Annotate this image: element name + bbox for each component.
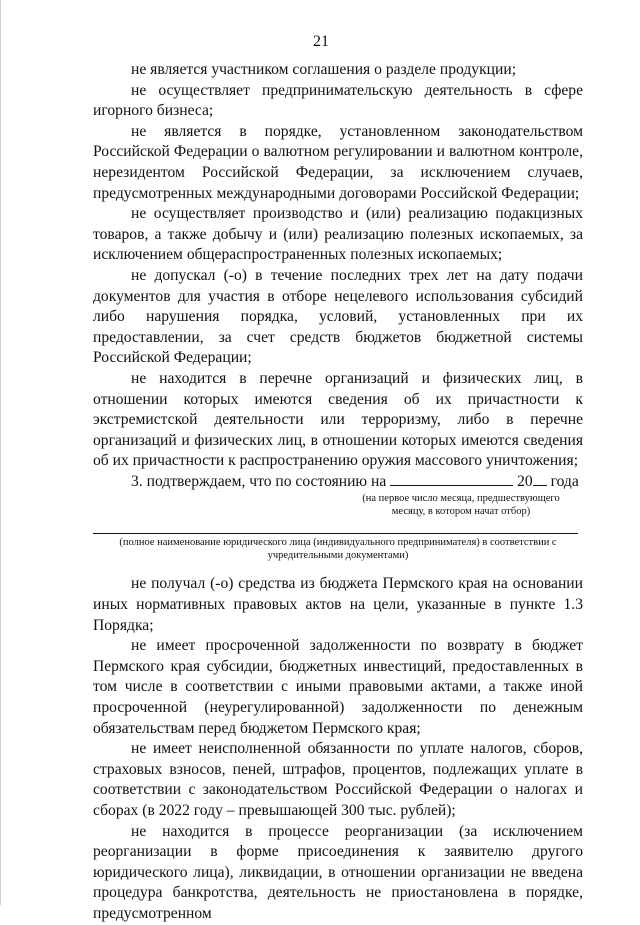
date-blank [390, 473, 513, 486]
organization-name-line [93, 533, 578, 534]
clause-no-reorganization: не находится в процессе реорганизации (за исключением реорганизации в форме присоединения к заявителю другого юридического лица), ликвидации, в отношении организации не введена процедура банкротства, деятельность не приостановлена в порядке, предусмотренном [93, 822, 583, 922]
clause-extremism-list: не находится в перечне организаций и физических лиц, в отношении которых имеются сведения об их причастности к экстремистской деятельности или терроризму, либо в перечне организаций и физических лиц, в отношении которых имеются сведения об их причастности к распространению оружия массового уничтожения; [93, 369, 583, 470]
year-suffix: года [550, 472, 579, 490]
clause-production-sharing: не является участником соглашения о разделе продукции; [131, 61, 517, 78]
year-blank [533, 473, 547, 486]
clause-subsidy-misuse: не допускал (-о) в течение последних трех лет на дату подачи документов для участия в отборе нецелевого использования субсидий либо нарушения порядка, условий, установленных при их предоставлении, за счет средств бюджетов бюджетной системы Российской Федерации; [93, 266, 583, 367]
clause-gambling: не осуществляет предпринимательскую деятельность в сфере игорного бизнеса; [93, 81, 583, 120]
document-body [93, 60, 583, 925]
clause-excise-goods: не осуществляет производство и (или) реализацию подакцизных товаров, а также добычу и (или) реализацию полезных ископаемых, за исключением общераспространенных полезных ископаемых; [93, 205, 583, 264]
date-hint: (на первое число месяца, предшествующего месяцу, в котором начат отбор) [362, 493, 560, 518]
year-prefix: 20 [517, 472, 533, 490]
organization-name-hint: (полное наименование юридического лица (индивидуального предпринимателя) в соответствии с учредительными документами) [119, 537, 557, 562]
page-number: 21 [313, 33, 329, 50]
confirm-prefix: 3. подтверждаем, что по состоянию на [131, 472, 387, 490]
clause-no-tax-arrears: не имеет неисполненной обязанности по уплате налогов, сборов, страховых взносов, пеней, штрафов, процентов, подлежащих уплате в соответствии с законодательством Российской Федерации о налогах и сборах (в 2022 году – превышающей 300 тыс. рублей); [93, 740, 583, 819]
confirm-date-line [93, 472, 583, 493]
clause-non-resident: не является в порядке, установленном законодательством Российской Федерации о валютном регулировании и валютном контроле, нерезидентом Российской Федерации, за исключением случаев, предусмотренных международными договорами Российской Федерации; [93, 122, 583, 202]
clause-no-overdue-debt: не имеет просроченной задолженности по возврату в бюджет Пермского края субсидии, бюджетных инвестиций, предоставленных в том числе в соответствии с иными правовыми актами, а также иной просроченной (неурегулированной) задолженности по денежным обязательствам перед бюджетом Пермского края; [93, 637, 583, 737]
clause-no-other-funds: не получал (-о) средства из бюджета Пермского края на основании иных нормативных правовых актов на цели, указанные в пункте 1.3 Порядка; [93, 575, 583, 634]
